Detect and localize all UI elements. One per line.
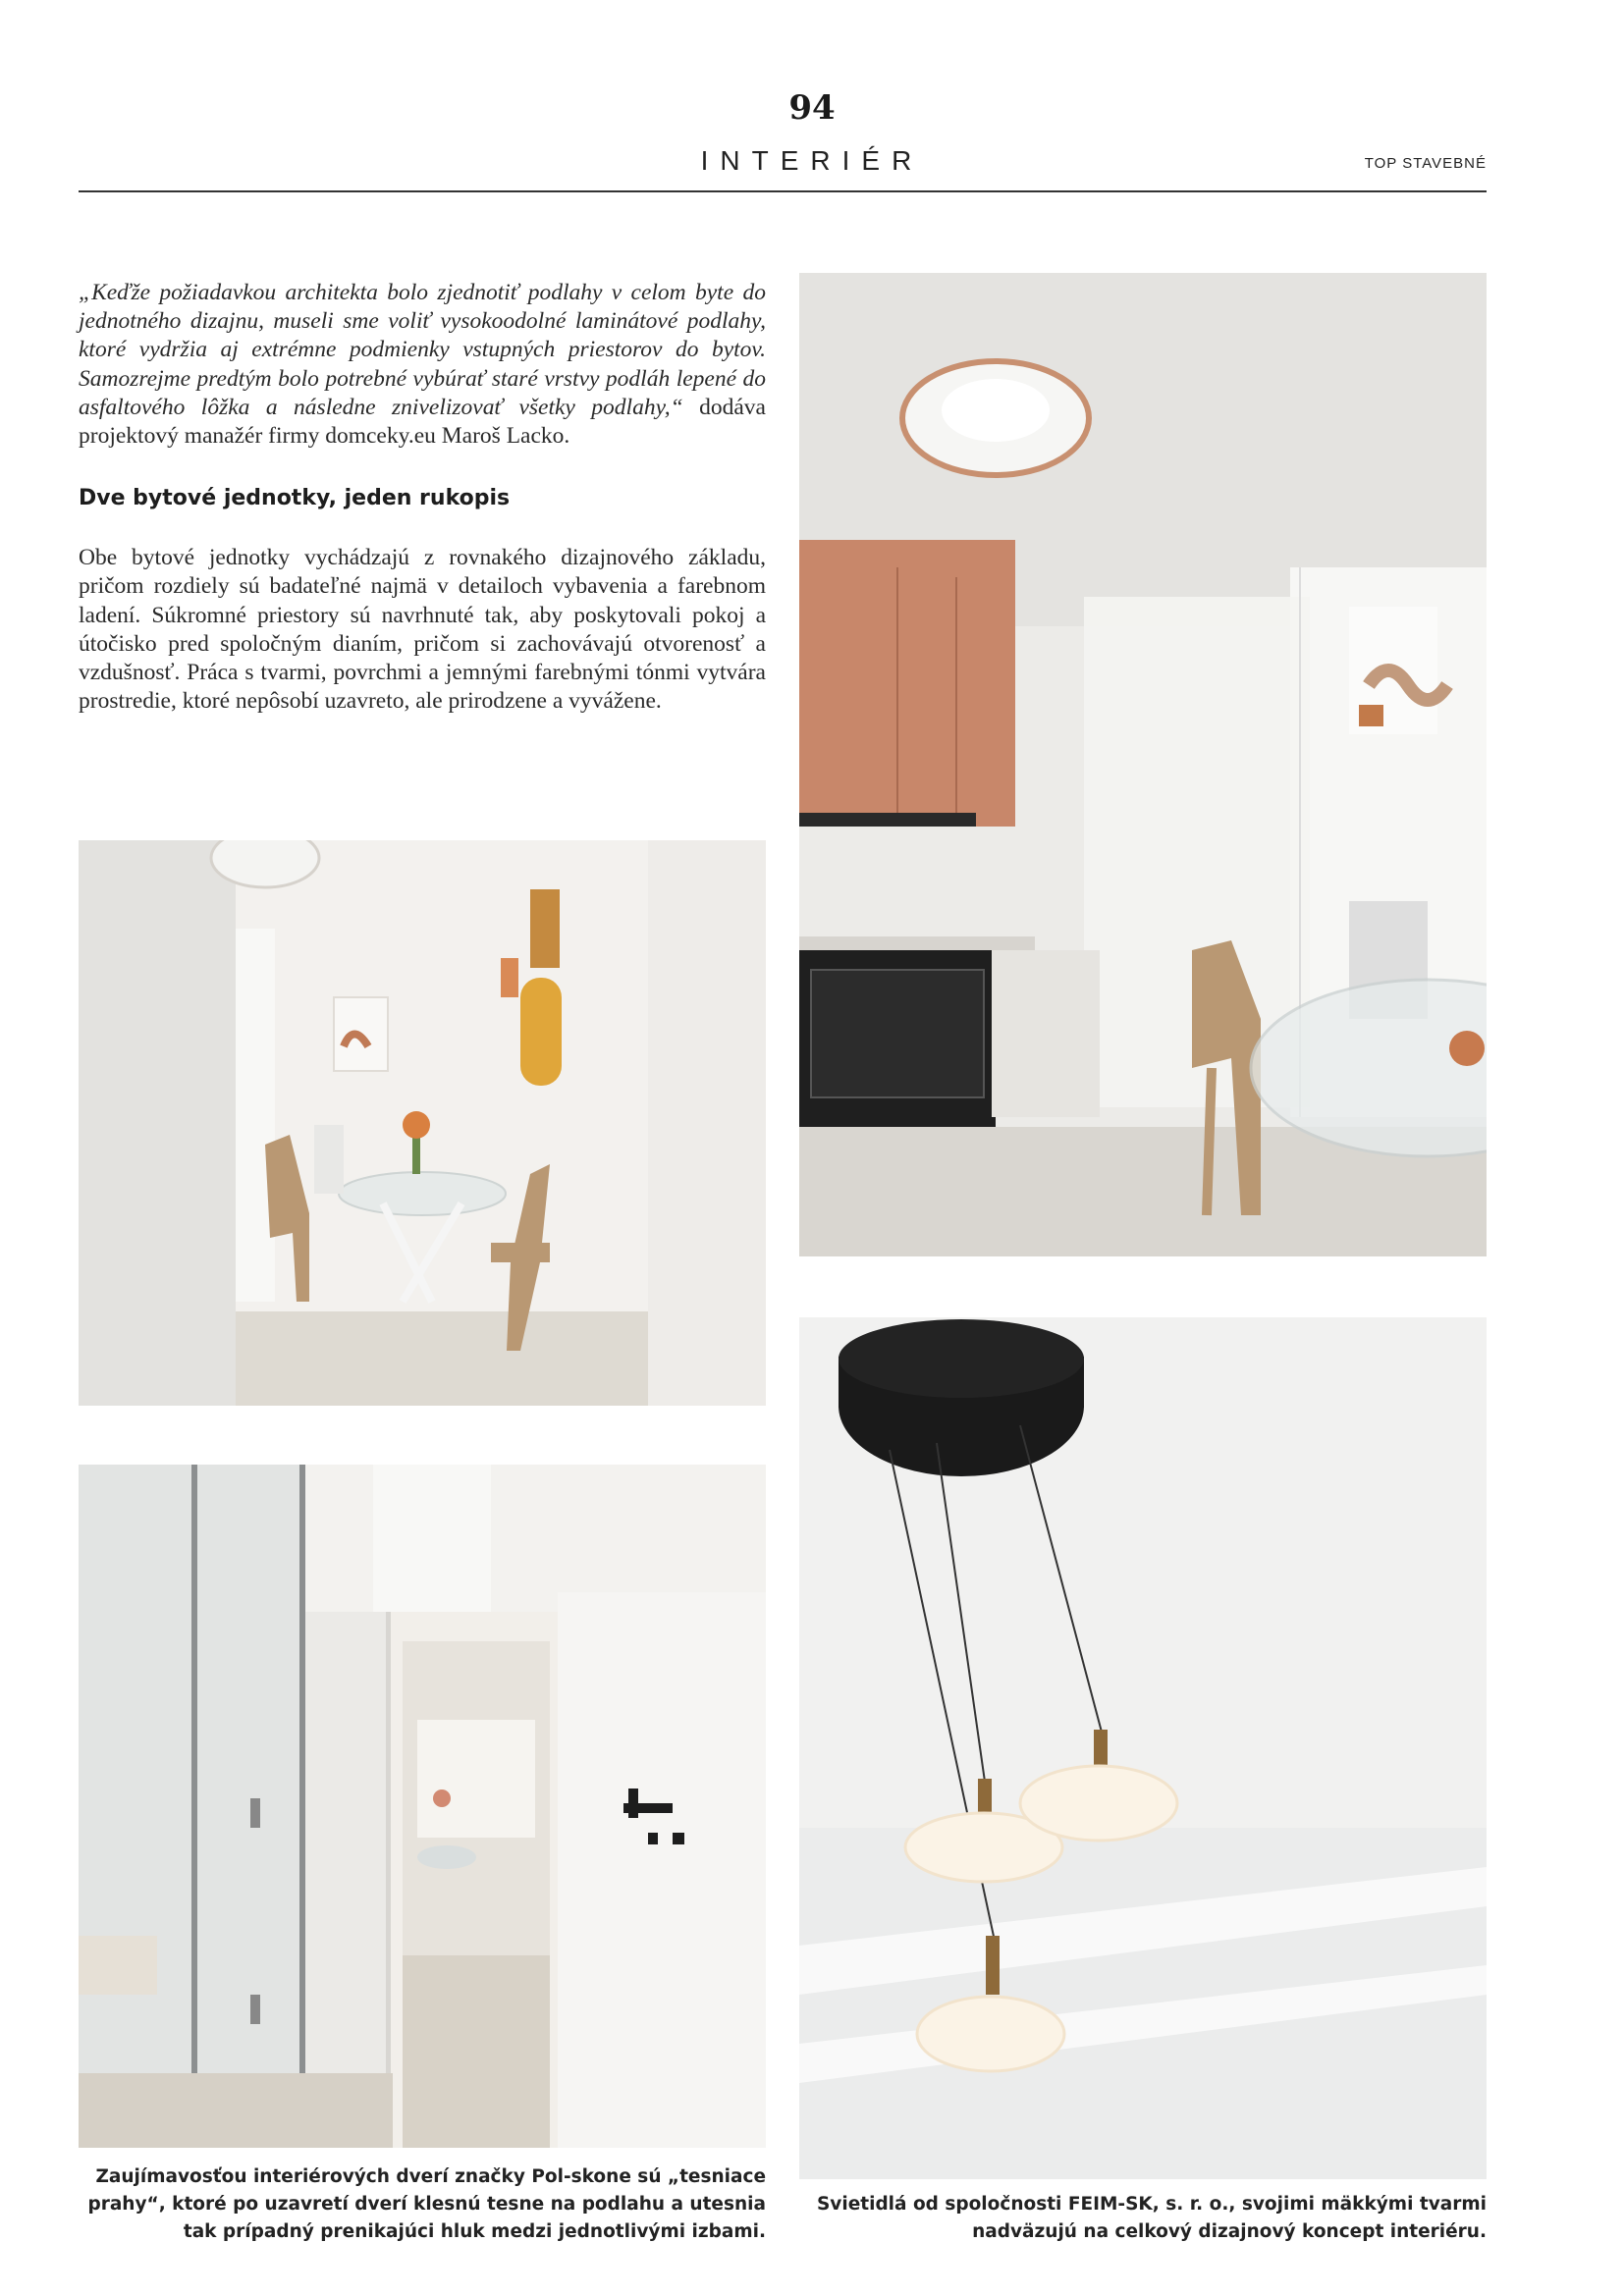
article-subheading: Dve bytové jednotky, jeden rukopis	[79, 486, 511, 511]
doors-caption: Zaujímavosťou interiérových dverí značky Pol-skone sú „tesniace prahy“, ktoré po uzavretí dverí klesnú tesne na podlahu a utesnia tak prípadný prenikajúci hluk medzi jednotlivými izbami.	[87, 2166, 766, 2242]
magazine-name: TOP STAVEBNÉ	[1364, 155, 1487, 172]
dining-room-photo	[79, 840, 766, 1406]
article-paragraph: Obe bytové jednotky vychádzajú z rovnakého dizajnového základu, pričom rozdiely sú badateľné najmä v detailoch vybavenia a farebnom ladení. Súkromné priestory sú navrhnuté tak, aby poskytovali pokoj a útočisko pred spoločným dianím, pričom si zachovávajú otvorenosť a vzdušnosť. Práca s tvarmi, povrchmi a jemnými farebnými tónmi vytvára prostredie, ktoré nepôsobí uzavreto, ale prirodzene a vyvážene.	[79, 545, 766, 715]
article-text-column	[79, 279, 766, 716]
page-number: 94	[788, 88, 836, 128]
quote-attribution: dodáva projektový manažér firmy domceky.eu Maroš Lacko.	[79, 394, 766, 450]
hallway-photo	[79, 1465, 766, 2148]
quote-paragraph	[79, 279, 766, 451]
header-divider	[79, 190, 1487, 192]
quote-italic: „Keďže požiadavkou architekta bolo zjednotiť podlahy v celom byte do jednotného dizajnu, museli sme voliť vysokoodolné laminátové podlahy, ktoré vydržia aj extrémne podmienky vstupných priestorov do bytov. Samozrejme predtým bolo potrebné vybúrať staré vrstvy podláh lepené do asfaltového lôžka a následne znivelizovať všetky podlahy,“	[79, 280, 766, 420]
kitchen-photo	[799, 273, 1487, 1256]
section-title: INTERIÉR	[700, 145, 924, 176]
pendant-lamps-photo	[799, 1317, 1487, 2179]
lights-caption: Svietidlá od spoločnosti FEIM-SK, s. r. o., svojimi mäkkými tvarmi nadväzujú na celkový dizajnový koncept interiéru.	[816, 2194, 1487, 2242]
